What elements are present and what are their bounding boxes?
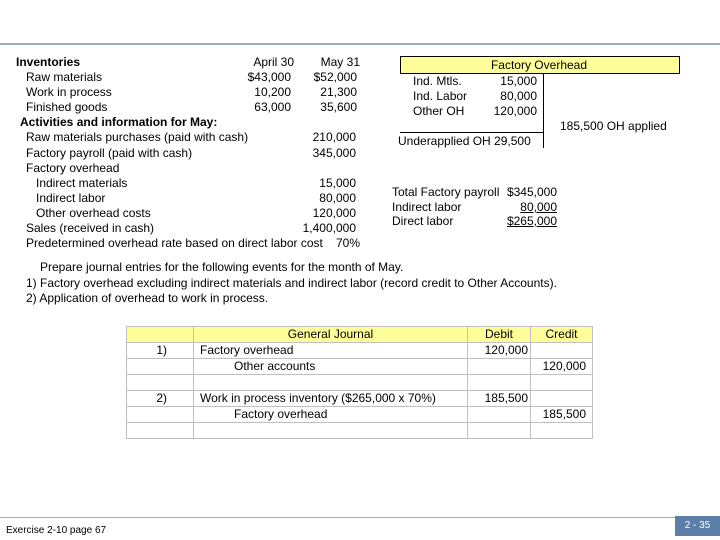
inv-april: 63,000 (254, 100, 291, 114)
t-debit-label: Ind. Mtls. (413, 74, 462, 88)
inv-label: Work in process (26, 85, 112, 99)
payroll-indirect-value: 80,000 (520, 200, 557, 214)
t-credit-applied: 185,500 OH applied (560, 119, 667, 133)
activity-label: Indirect materials (36, 176, 128, 190)
credit-amount-blank (531, 391, 593, 407)
payroll-direct-value: $265,000 (506, 214, 557, 228)
entry-number: 1) (127, 343, 194, 359)
table-row (127, 407, 593, 423)
journal-header-blank (127, 327, 194, 343)
activity-value: 70% (335, 236, 360, 250)
table-row (127, 343, 593, 359)
activity-label: Other overhead costs (36, 206, 151, 220)
credit-account: Other accounts (194, 359, 468, 375)
table-row (127, 423, 593, 439)
t-account-title: Factory Overhead (490, 58, 588, 72)
page-number-badge: 2 - 35 (675, 516, 720, 536)
activities-heading: Activities and information for May: (20, 115, 218, 129)
blank-cell (194, 375, 468, 391)
credit-amount: 120,000 (531, 359, 593, 375)
instruction-line: Prepare journal entries for the following events for the month of May. (40, 260, 404, 274)
inv-april: 10,200 (254, 85, 291, 99)
exercise-reference: Exercise 2-10 page 67 (6, 525, 107, 536)
inv-april: $43,000 (247, 70, 291, 84)
entry-number: 2) (127, 391, 194, 407)
inv-label: Finished goods (26, 100, 108, 114)
t-debit-label: Other OH (413, 104, 465, 118)
credit-account: Factory overhead (194, 407, 468, 423)
activity-value: 120,000 (312, 206, 356, 220)
payroll-indirect-label: Indirect labor (392, 200, 462, 214)
t-debit-value: 15,000 (500, 74, 537, 88)
inv-may: 21,300 (320, 85, 357, 99)
blank-cell (194, 423, 468, 439)
t-account-balance-line (400, 132, 543, 133)
payroll-total-value: $345,000 (506, 185, 557, 199)
t-debit-value: 120,000 (493, 104, 537, 118)
bottom-rule (0, 517, 675, 518)
entry-number-blank (127, 359, 194, 375)
debit-amount-blank (468, 359, 531, 375)
activity-label: Factory overhead (26, 161, 120, 175)
t-debit-label: Ind. Labor (413, 89, 468, 103)
blank-cell (468, 423, 531, 439)
credit-amount-blank (531, 343, 593, 359)
instruction-line: 2) Application of overhead to work in process. (26, 291, 269, 305)
activity-value: 345,000 (312, 146, 356, 160)
activity-label: Indirect labor (36, 191, 106, 205)
activity-label: Raw materials purchases (paid with cash) (26, 130, 249, 144)
table-row (127, 375, 593, 391)
entry-number-blank (127, 407, 194, 423)
col-may-header: May 31 (320, 55, 360, 69)
debit-account: Factory overhead (194, 343, 468, 359)
activity-label: Predetermined overhead rate based on direct labor cost (26, 236, 323, 250)
top-rule (0, 43, 720, 45)
inventories-heading: Inventories (16, 55, 81, 69)
activity-label: Factory payroll (paid with cash) (26, 146, 193, 160)
blank-cell (127, 423, 194, 439)
debit-amount: 120,000 (468, 343, 531, 359)
credit-amount: 185,500 (531, 407, 593, 423)
general-journal-table (126, 326, 593, 439)
journal-title: General Journal (194, 327, 468, 343)
table-row (127, 359, 593, 375)
activity-label: Sales (received in cash) (26, 221, 155, 235)
activity-value: 80,000 (319, 191, 356, 205)
activity-value: 210,000 (312, 130, 356, 144)
payroll-total-label: Total Factory payroll (392, 185, 500, 199)
credit-header: Credit (531, 327, 593, 343)
debit-amount: 185,500 (468, 391, 531, 407)
col-april-header: April 30 (253, 55, 294, 69)
blank-cell (531, 375, 593, 391)
blank-cell (468, 375, 531, 391)
inv-label: Raw materials (26, 70, 103, 84)
t-account-vertical-line (543, 73, 544, 148)
blank-cell (127, 375, 194, 391)
inv-may: 35,600 (320, 100, 357, 114)
debit-amount-blank (468, 407, 531, 423)
t-debit-value: 80,000 (500, 89, 537, 103)
t-underapplied: Underapplied OH 29,500 (398, 134, 531, 148)
debit-account: Work in process inventory ($265,000 x 70%) (194, 391, 468, 407)
debit-header: Debit (468, 327, 531, 343)
blank-cell (531, 423, 593, 439)
activity-value: 15,000 (319, 176, 356, 190)
activity-value: 1,400,000 (302, 221, 356, 235)
inv-may: $52,000 (313, 70, 357, 84)
instruction-line: 1) Factory overhead excluding indirect materials and indirect labor (record credit to Other Accounts). (26, 276, 557, 290)
table-row (127, 391, 593, 407)
payroll-direct-label: Direct labor (392, 214, 454, 228)
